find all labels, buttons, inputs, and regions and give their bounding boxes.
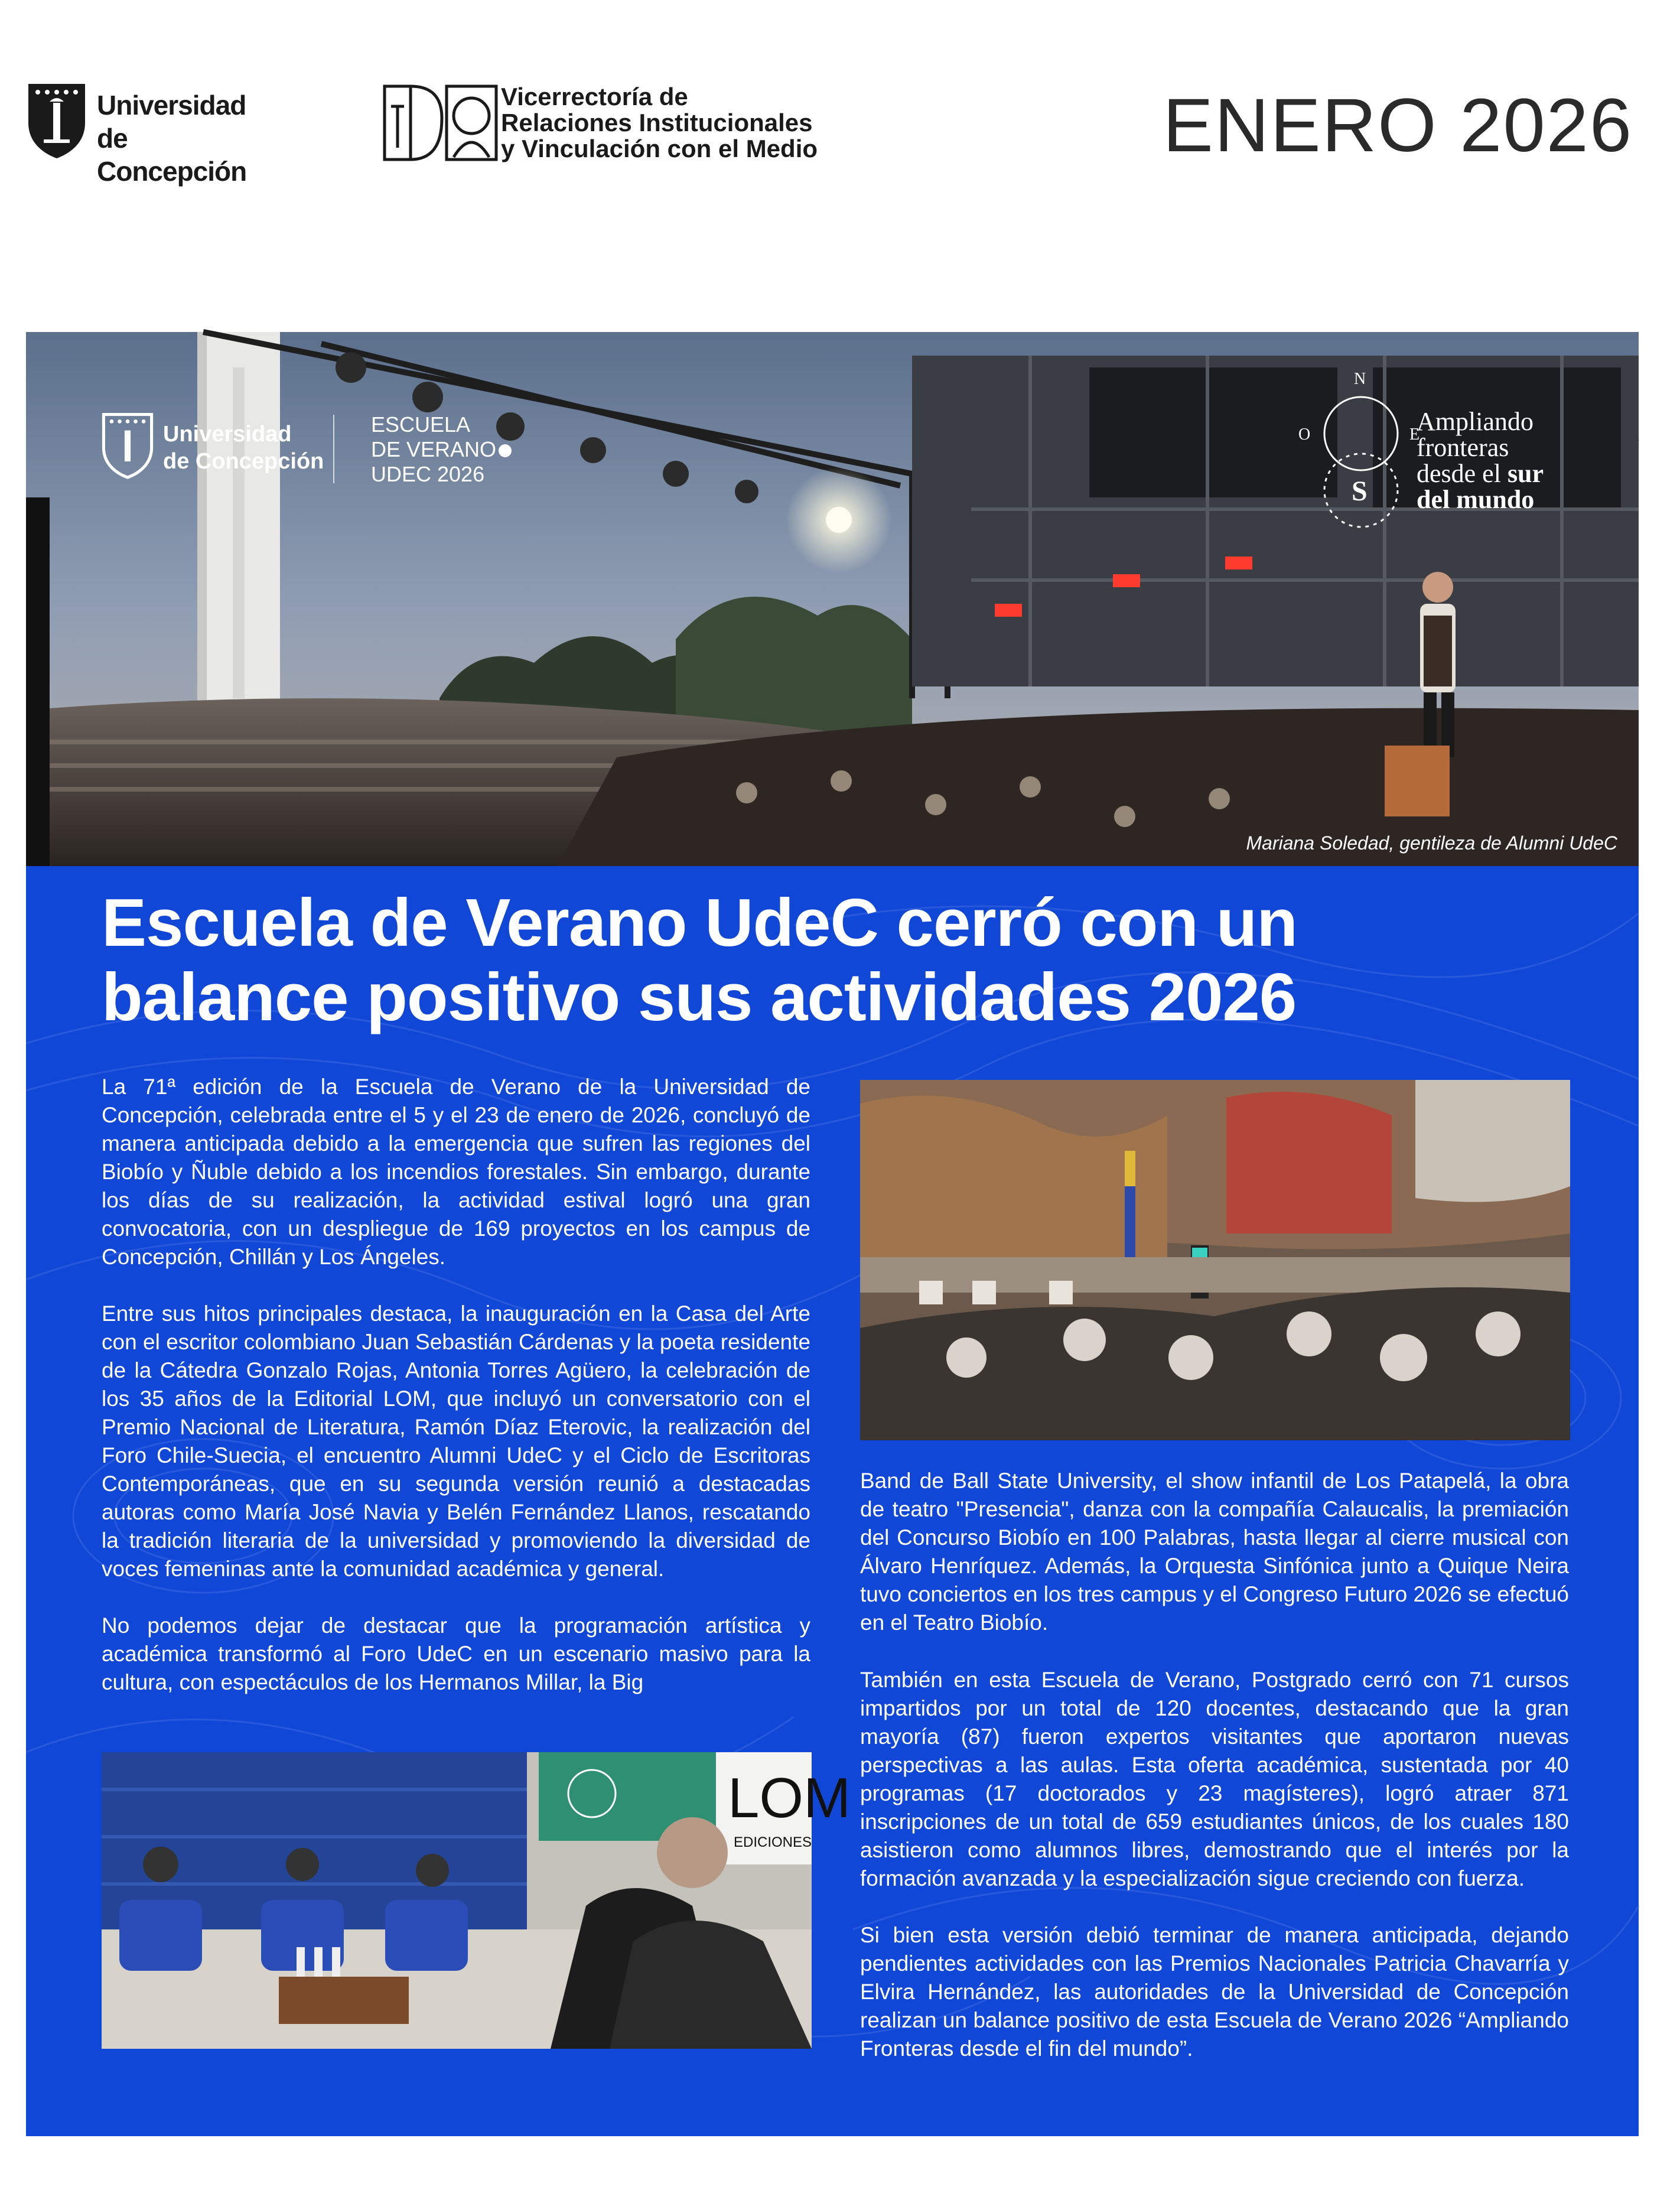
- hero-logo-divider: [333, 415, 334, 483]
- hero-tagline-line4: del mundo: [1417, 485, 1535, 514]
- vicerrectoria-line1: Vicerrectoría de: [501, 83, 688, 110]
- hero-photo-credit: Mariana Soledad, gentileza de Alumni UdeC: [1246, 832, 1617, 854]
- article-title: [102, 886, 1519, 1035]
- article-paragraph-3: No podemos dejar de destacar que la programación artística y académica transformó al Foro UdeC en un escenario masivo para la cultura, con espectáculos de los Hermanos Millar, la Big: [102, 1613, 810, 1694]
- article-title-line2: balance positivo sus actividades 2026: [102, 960, 1297, 1035]
- vicerrectoria-mark-icon: [383, 83, 501, 163]
- hero-udec-logo: [102, 412, 350, 483]
- hero-tagline-line1: Ampliando: [1417, 407, 1534, 436]
- udec-shield-icon: [26, 82, 87, 160]
- issue-period: ENERO 2026: [1163, 83, 1633, 168]
- vicerrectoria-line2: Relaciones Institucionales: [501, 109, 813, 136]
- hero-photo: [26, 332, 1639, 866]
- hero-escuela-line1: ESCUELA: [371, 412, 471, 437]
- hero-udec-name-line1: Universidad: [163, 422, 292, 447]
- article-column-right-top: [860, 1467, 1569, 1665]
- article-title-line1: Escuela de Verano UdeC cerró con un: [102, 886, 1298, 961]
- compass-o: O: [1298, 425, 1311, 444]
- mural-conversation-photo: [860, 1080, 1570, 1440]
- vicerrectoria-logo: [383, 83, 855, 165]
- mural-scene-image: [860, 1080, 1570, 1440]
- lom-banner-text: LOM: [728, 1766, 851, 1830]
- hero-escuela-dot-icon: [499, 444, 512, 457]
- hero-tagline-line3b: sur: [1507, 459, 1544, 488]
- lom-scene-image: [102, 1752, 851, 2049]
- hero-tagline: [1417, 409, 1629, 513]
- lom-banner-sub: EDICIONES: [734, 1834, 812, 1850]
- hero-udec-name-line2: de Concepción: [163, 449, 324, 474]
- article-column-right-bottom: [860, 1666, 1569, 2091]
- vicerrectoria-line3: y Vinculación con el Medio: [501, 135, 818, 162]
- hero-escuela-logo: [371, 412, 525, 487]
- hero-tagline-line3a: desde el: [1417, 459, 1508, 488]
- udec-logo: [26, 82, 274, 187]
- article-paragraph-4: Band de Ball State University, el show infantil de Los Patapelá, la obra de teatro "Presencia", danza con la compañía Calaucalis, la premiación del Concurso Biobío en 100 Palabras, hasta llegar al cierre musical con Álvaro Henríquez. Además, la Orquesta Sinfónica junto a Quique Neira tuvo conciertos en los tres campus y el Congreso Futuro 2026 se efectuó en el Teatro Biobío.: [860, 1469, 1569, 1635]
- article-paragraph-1: La 71ª edición de la Escuela de Verano de la Universidad de Concepción, celebrada entre el 5 y el 23 de enero de 2026, concluyó de manera anticipada debido a la emergencia que sufren las regiones del Biobío y Ñuble debido a los incendios forestales. Sin embargo, durante los días de su realización, la actividad estival logró una gran convocatoria, con un despliegue de 169 proyectos en los campus de Concepción, Chillán y Los Ángeles.: [102, 1075, 810, 1269]
- compass-s: S: [1352, 476, 1368, 507]
- article-column-left: [102, 1073, 810, 1725]
- udec-name-line2: de Concepción: [97, 123, 247, 187]
- article-paragraph-2: Entre sus hitos principales destaca, la inauguración en la Casa del Arte con el escritor colombiano Juan Sebastián Cárdenas y la poeta residente de la Cátedra Gonzalo Rojas, Antonia Torres Agüero, la celebración de los 35 años de la Editorial LOM, que incluyó un conversatorio con el Premio Nacional de Literatura, Ramón Díaz Eterovic, la realización del Foro Chile-Suecia, el encuentro Alumni UdeC y el Ciclo de Escritoras Contemporáneas, que en su segunda versión reunió a destacadas autoras como María José Navia y Belén Fernández Llanos, rescatando la tradición literaria de la universidad y promoviendo la diversidad de voces femeninas ante la comunidad académica y general.: [102, 1301, 810, 1581]
- hero-udec-shield-icon: [102, 412, 154, 479]
- hero-escuela-line2: DE VERANO: [371, 437, 497, 461]
- hero-escuela-line3: UDEC 2026: [371, 462, 485, 486]
- lom-panel-photo: [102, 1752, 851, 2049]
- article-paragraph-5: También en esta Escuela de Verano, Postgrado cerró con 71 cursos impartidos por un total de 120 docentes, destacando que la gran mayoría (87) fueron expertos visitantes que aportaron nuevas perspectivas a las aulas. Esta oferta académica, sustentada por 40 programas (17 doctorados y 23 magísteres), logró atraer 871 inscripciones de un total de 659 estudiantes únicos, de los cuales 180 asistieron como alumnos libres, demostrando que el interés por la formación avanzada y la especialización sigue creciendo con fuerza.: [860, 1668, 1569, 1890]
- article-paragraph-6: Si bien esta versión debió terminar de manera anticipada, dejando pendientes actividades con las Premios Nacionales Patricia Chavarría y Elvira Hernández, las autoridades de la Universidad de Concepción realizan un balance positivo de esta Escuela de Verano 2026 “Ampliando Fronteras desde el fin del mundo”.: [860, 1923, 1569, 2061]
- hero-tagline-line2: fronteras: [1417, 433, 1509, 462]
- udec-name-line1: Universidad: [97, 90, 246, 121]
- compass-n: N: [1354, 370, 1366, 388]
- compass-e: E: [1409, 425, 1420, 444]
